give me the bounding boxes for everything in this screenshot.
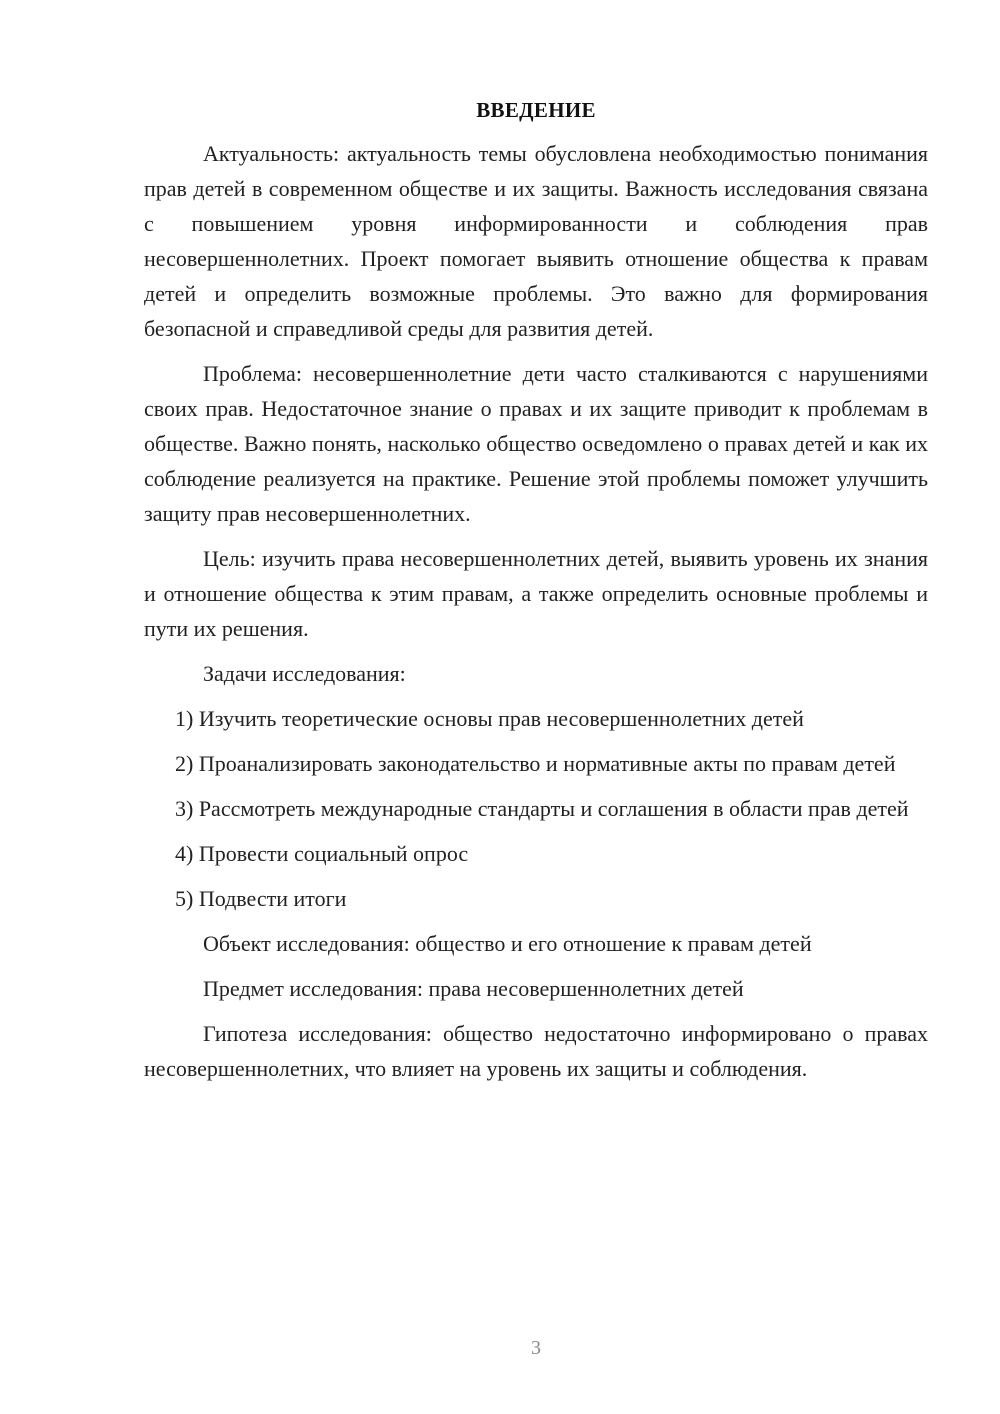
task-item: 2) Проанализировать законодательство и нормативные акты по правам детей <box>175 751 896 776</box>
section-title: ВВЕДЕНИЕ <box>476 98 596 122</box>
tasks-heading: Задачи исследования: <box>203 661 406 686</box>
research-object: Объект исследования: общество и его отношение к правам детей <box>203 931 812 956</box>
task-item: 4) Провести социальный опрос <box>175 841 469 866</box>
research-subject: Предмет исследования: права несовершеннолетних детей <box>203 976 744 1001</box>
page-content <box>144 92 928 1086</box>
task-item: 1) Изучить теоретические основы прав несовершеннолетних детей <box>175 706 804 731</box>
task-item: 5) Подвести итоги <box>175 886 347 911</box>
research-hypothesis: Гипотеза исследования: общество недостаточно информировано о правах несовершеннолетних, что влияет на уровень их защиты и соблюдения. <box>144 1021 928 1081</box>
relevance-paragraph: Актуальность: актуальность темы обусловлена необходимостью понимания прав детей в современном обществе и их защиты. Важность исследования связана с повышением уровня информированности и соблюдения прав несовершеннолетних. Проект помогает выявить отношение общества к правам детей и определить возможные проблемы. Это важно для формирования безопасной и справедливой среды для развития детей. <box>144 141 928 341</box>
task-item: 3) Рассмотреть международные стандарты и соглашения в области прав детей <box>175 796 909 821</box>
goal-paragraph: Цель: изучить права несовершеннолетних детей, выявить уровень их знания и отношение общества к этим правам, а также определить основные проблемы и пути их решения. <box>144 546 928 641</box>
problem-paragraph: Проблема: несовершеннолетние дети часто сталкиваются с нарушениями своих прав. Недостаточное знание о правах и их защите приводит к проблемам в обществе. Важно понять, насколько общество осведомлено о правах детей и как их соблюдение реализуется на практике. Решение этой проблемы поможет улучшить защиту прав несовершеннолетних. <box>144 361 928 526</box>
page-number: 3 <box>531 1337 541 1359</box>
